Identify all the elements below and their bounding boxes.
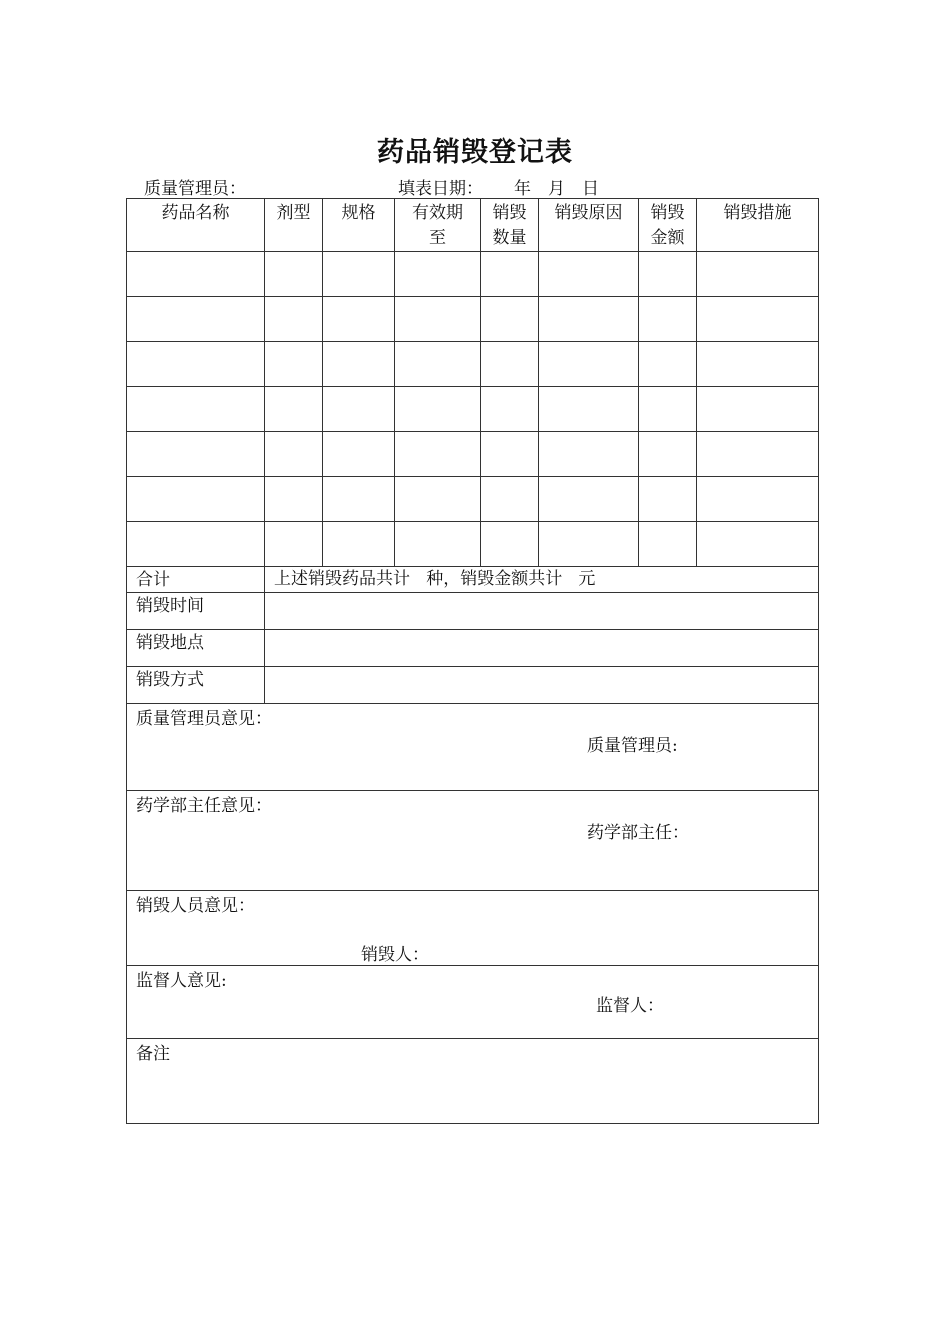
info-row-time	[127, 593, 819, 630]
table-row	[127, 342, 819, 387]
destruction-register-table	[126, 198, 819, 1124]
col-header-quantity: 销毁 数量	[481, 199, 539, 252]
destruction-place-field[interactable]	[265, 630, 819, 667]
destruction-time-field[interactable]	[265, 593, 819, 630]
supervisor-opinion-row	[127, 966, 819, 1039]
table-row	[127, 297, 819, 342]
director-opinion-row	[127, 791, 819, 891]
col-header-expiry: 有效期 至	[395, 199, 481, 252]
table-row	[127, 387, 819, 432]
supervisor-opinion-label: 监督人意见:	[136, 971, 227, 991]
destroyer-signature-label: 销毁人：	[361, 945, 429, 965]
remarks-box[interactable]	[127, 1039, 819, 1124]
director-signature-label: 药学部主任：	[587, 823, 689, 843]
date-label: 填表日期：	[398, 179, 483, 199]
header-row	[127, 199, 819, 252]
table-row	[127, 522, 819, 567]
manager-opinion-row	[127, 704, 819, 791]
info-row-place	[127, 630, 819, 667]
info-row-method	[127, 667, 819, 704]
summary-label: 合计	[127, 567, 265, 593]
manager-opinion-label: 质量管理员意见：	[136, 709, 272, 729]
table-row	[127, 477, 819, 522]
col-header-dosage-form: 剂型	[265, 199, 323, 252]
col-header-drug-name: 药品名称	[127, 199, 265, 252]
manager-signature-label: 质量管理员:	[587, 736, 678, 756]
manager-label: 质量管理员：	[144, 179, 246, 199]
destruction-method-field[interactable]	[265, 667, 819, 704]
supervisor-opinion-box[interactable]	[127, 966, 819, 1039]
destroyer-opinion-box[interactable]	[127, 891, 819, 966]
destroyer-opinion-row	[127, 891, 819, 966]
table-row	[127, 252, 819, 297]
destruction-place-label: 销毁地点	[127, 630, 265, 667]
table-row	[127, 432, 819, 477]
summary-row	[127, 567, 819, 593]
remarks-label: 备注	[136, 1044, 170, 1064]
col-header-measure: 销毁措施	[697, 199, 819, 252]
date-month: 月	[548, 179, 565, 199]
date-year: 年	[514, 179, 531, 199]
destroyer-opinion-label: 销毁人员意见：	[136, 896, 255, 916]
date-day: 日	[582, 179, 599, 199]
supervisor-signature-label: 监督人：	[596, 996, 664, 1016]
page-title: 药品销毁登记表	[377, 137, 573, 168]
col-header-amount: 销毁 金额	[639, 199, 697, 252]
col-header-spec: 规格	[323, 199, 395, 252]
destruction-method-label: 销毁方式	[127, 667, 265, 704]
col-header-reason: 销毁原因	[539, 199, 639, 252]
director-opinion-box[interactable]	[127, 791, 819, 891]
remarks-row	[127, 1039, 819, 1124]
manager-opinion-box[interactable]	[127, 704, 819, 791]
summary-text[interactable]: 上述销毁药品共计 种，销毁金额共计 元	[265, 567, 819, 593]
director-opinion-label: 药学部主任意见：	[136, 796, 272, 816]
destruction-time-label: 销毁时间	[127, 593, 265, 630]
